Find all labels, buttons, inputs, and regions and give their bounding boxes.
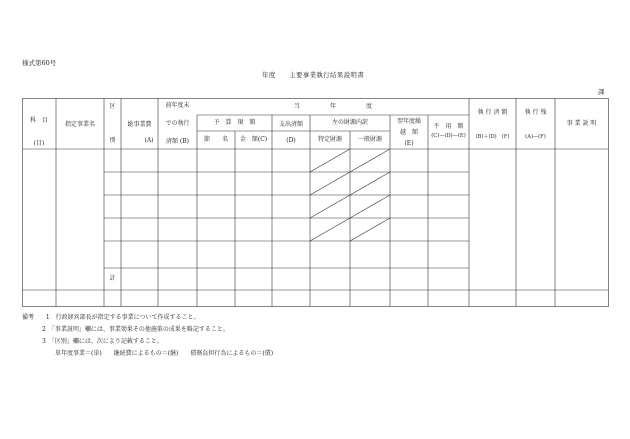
header-carryover-line2: 越 額 bbox=[399, 129, 418, 136]
note-item: 2 「事業説明」欄には、事業効果その他施策の成果を略記すること。 bbox=[42, 326, 229, 333]
header-executed: 執 行 済 額 bbox=[477, 109, 508, 116]
header-kamoku-sub: (目) bbox=[33, 140, 45, 147]
department-label: 課 bbox=[598, 88, 605, 96]
header-kamoku: 科 目 bbox=[29, 117, 48, 124]
header-prev-line1: 前年度末 bbox=[165, 102, 190, 109]
note-item: 1 行政経営部長が指定する事業について作成すること。 bbox=[45, 314, 200, 321]
notes bbox=[22, 312, 273, 360]
note-legend: 単年度事業＝(単) 継続費によるもの＝(継) 債務負担行為によるもの＝(債) bbox=[55, 350, 274, 357]
header-description: 事 業 説 明 bbox=[566, 120, 597, 127]
header-budget: 予 算 現 額 bbox=[213, 119, 256, 126]
header-unused-formula: (C)—(D)—(E) bbox=[431, 133, 466, 139]
header-expenditure: 支出済額 bbox=[278, 121, 303, 128]
document-title: 年度 主要事業執行結果説明書 bbox=[262, 71, 364, 79]
form-number: 様式第60号 bbox=[22, 59, 57, 67]
header-prev-line3: 済額 (B) bbox=[166, 138, 189, 145]
total-label: 計 bbox=[109, 275, 116, 282]
header-carryover-sub: (E) bbox=[404, 140, 414, 147]
header-budget-item: 節 名 bbox=[203, 136, 228, 143]
header-remaining-formula: (A)—(F) bbox=[525, 134, 546, 140]
header-unused: 不 用 額 bbox=[433, 123, 464, 130]
header-budget-amount: 金 額(C) bbox=[239, 136, 268, 143]
header-expenditure-sub: (D) bbox=[286, 137, 296, 144]
note-item: 3 「区別」欄には、次により記載すること。 bbox=[42, 338, 163, 345]
header-remaining: 執 行 残 bbox=[524, 109, 547, 116]
header-kubun-bottom: 別 bbox=[109, 137, 116, 144]
header-current-year: 当 年 度 bbox=[293, 103, 372, 110]
header-general-funding: 一般財源 bbox=[357, 136, 382, 143]
header-carryover-line1: 翌年度繰 bbox=[396, 118, 421, 125]
header-kubun-top: 区 bbox=[109, 103, 116, 110]
header-jigyo-name: 指定事業名 bbox=[64, 121, 95, 128]
notes-heading: 備考 bbox=[22, 314, 35, 321]
header-funding: 左の財源内訳 bbox=[331, 119, 368, 126]
header-total-cost-sub: (A) bbox=[144, 137, 154, 144]
header-prev-line2: での執行 bbox=[165, 120, 190, 127]
header-executed-formula: (B)＋(D) (F) bbox=[475, 134, 510, 140]
header-special-funding: 特定財源 bbox=[317, 136, 342, 143]
header-total-cost: 総事業費 bbox=[127, 121, 152, 128]
